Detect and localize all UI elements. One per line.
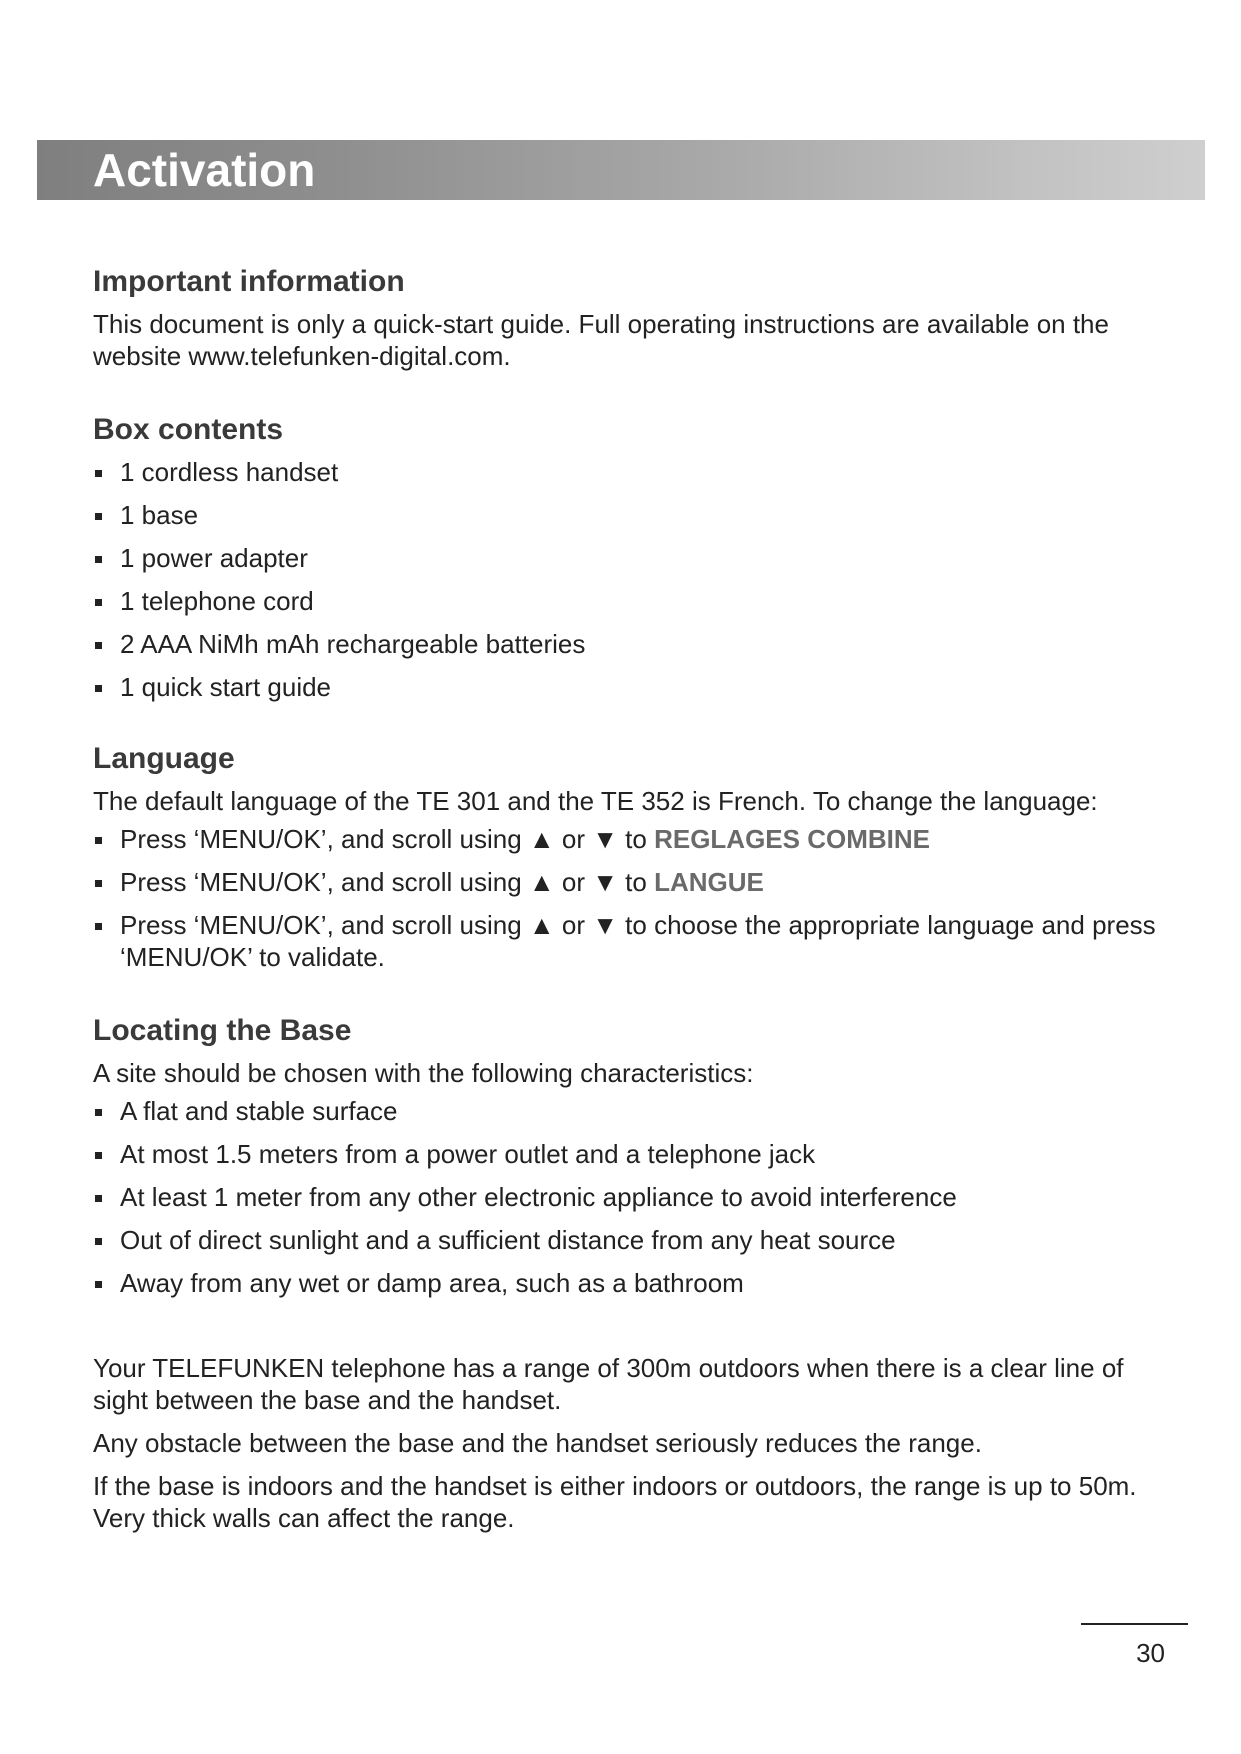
step-text: Press ‘MENU/OK’, and scroll using ▲ or ▼ to (120, 867, 655, 897)
language-step (93, 909, 1173, 973)
menu-option-reglages-combine: REGLAGES COMBINE (654, 824, 930, 854)
list-item: Away from any wet or damp area, such as a bathroom (93, 1267, 1173, 1299)
list-item: A flat and stable surface (93, 1095, 1173, 1127)
box-contents-list (93, 456, 1173, 703)
step-text: Press ‘MENU/OK’, and scroll using ▲ or ▼ to choose the appropriate language and press ‘MENU/OK’ to validate. (120, 910, 1156, 972)
menu-option-langue: LANGUE (654, 867, 764, 897)
language-step (93, 866, 1173, 898)
list-item: Out of direct sunlight and a sufficient distance from any heat source (93, 1224, 1173, 1256)
locating-list (93, 1095, 1173, 1299)
indoor-range-paragraph: If the base is indoors and the handset is either indoors or outdoors, the range is up to 50m. Very thick walls can affect the range. (93, 1471, 1137, 1533)
important-text: This document is only a quick-start guide. Full operating instructions are available on the website www.telefunken-digital.com. (93, 309, 1109, 371)
list-item: 1 telephone cord (93, 585, 1173, 617)
section-title: Activation (93, 144, 316, 196)
locating-intro: A site should be chosen with the following characteristics: (93, 1058, 754, 1088)
list-item: At most 1.5 meters from a power outlet and a telephone jack (93, 1138, 1173, 1170)
list-item: 1 cordless handset (93, 456, 1173, 488)
list-item: At least 1 meter from any other electronic appliance to avoid interference (93, 1181, 1173, 1213)
footer-divider (1081, 1623, 1188, 1625)
language-heading: Language (93, 742, 235, 775)
list-item: 1 power adapter (93, 542, 1173, 574)
page-content (93, 262, 1173, 1534)
list-item: 1 base (93, 499, 1173, 531)
language-intro: The default language of the TE 301 and the TE 352 is French. To change the language: (93, 786, 1098, 816)
important-heading: Important information (93, 265, 405, 298)
list-item: 2 AAA NiMh mAh rechargeable batteries (93, 628, 1173, 660)
range-paragraph: Your TELEFUNKEN telephone has a range of 300m outdoors when there is a clear line of sight between the base and the handset. (93, 1353, 1124, 1415)
list-item: 1 quick start guide (93, 671, 1173, 703)
step-text: Press ‘MENU/OK’, and scroll using ▲ or ▼ to (120, 824, 655, 854)
page-number: 30 (1136, 1638, 1165, 1668)
language-step (93, 823, 1173, 855)
box-contents-heading: Box contents (93, 413, 284, 446)
locating-heading: Locating the Base (93, 1014, 352, 1047)
section-banner (37, 140, 1205, 200)
obstacle-paragraph: Any obstacle between the base and the handset seriously reduces the range. (93, 1428, 982, 1458)
language-steps (93, 823, 1173, 973)
